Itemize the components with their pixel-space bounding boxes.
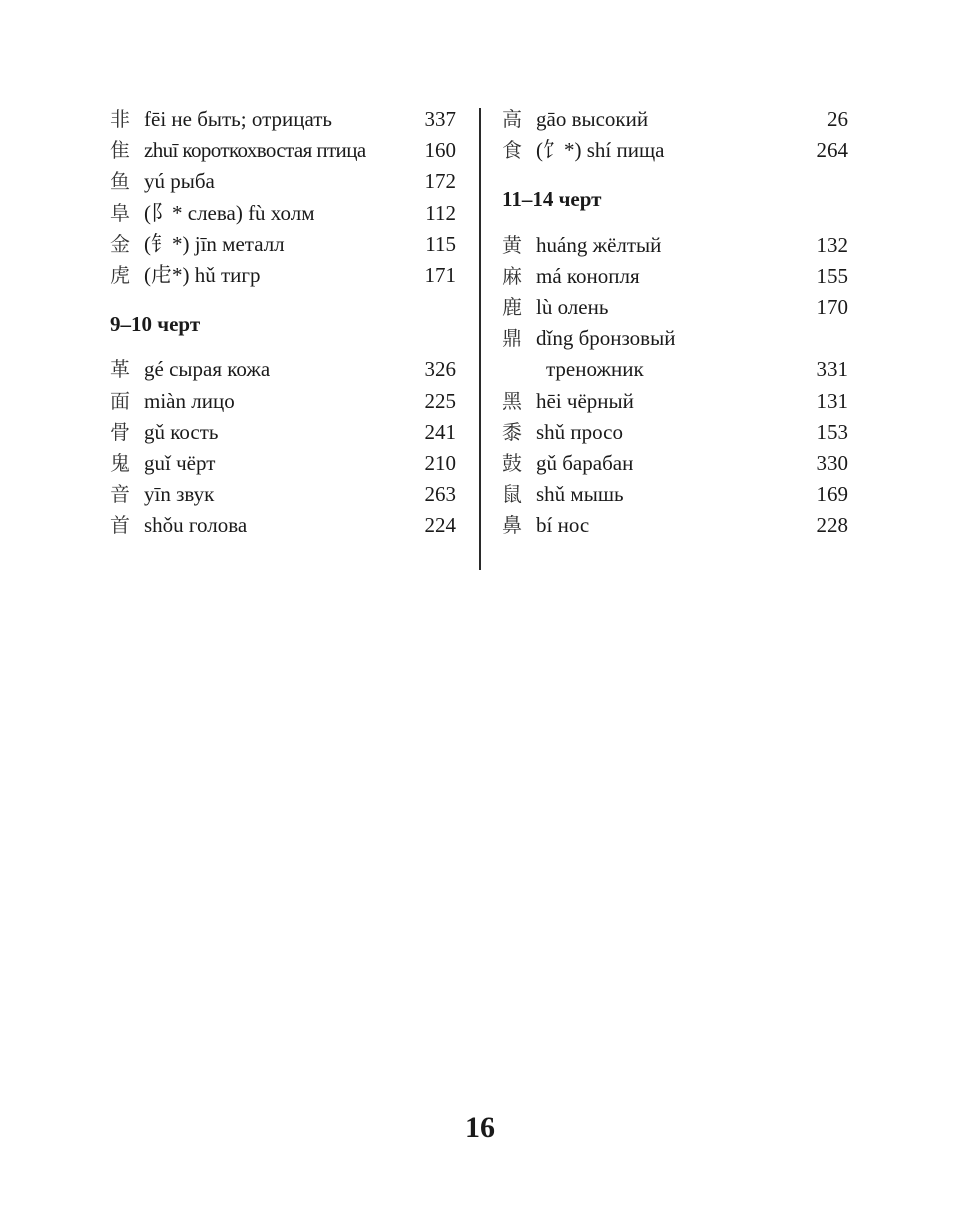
radical-description: (饣*) shí пища (536, 138, 665, 163)
radical-entry (110, 448, 456, 479)
radical-description: треножник (546, 357, 644, 382)
radical-entry (502, 448, 848, 479)
radical-description: lù олень (536, 294, 609, 319)
radical-character: 鼻 (502, 513, 522, 538)
stroke-count-heading: 9–10 черт (110, 312, 201, 337)
radical-description: fēi не быть; отрицать (144, 107, 333, 131)
column-divider (479, 108, 481, 570)
radical-entry (502, 104, 848, 135)
radical-entry (110, 166, 456, 197)
right-column (502, 104, 848, 541)
radical-character: 鹿 (502, 294, 522, 319)
page-reference: 131 (816, 388, 848, 413)
page-reference: 331 (816, 357, 848, 382)
radical-entry-continuation (502, 354, 848, 385)
radical-character: 阜 (110, 200, 130, 225)
radical-character: 食 (502, 138, 522, 163)
stroke-count-heading: 11–14 черт (502, 187, 602, 212)
radical-character: 音 (110, 482, 130, 507)
page-reference: 26 (827, 107, 848, 131)
radical-entry (502, 386, 848, 417)
page-reference: 115 (425, 231, 456, 256)
page-reference: 224 (424, 513, 456, 538)
radical-description: yīn звук (144, 482, 215, 507)
radical-description: shǔ просо (536, 419, 624, 444)
radical-character: 鬼 (110, 450, 130, 475)
radical-description: bí нос (536, 513, 590, 538)
page-reference: 241 (424, 419, 456, 444)
radical-character: 虎 (110, 262, 130, 287)
radical-character: 隹 (110, 138, 130, 163)
page-reference: 337 (424, 107, 456, 131)
radical-entry (502, 479, 848, 510)
page-reference: 169 (816, 482, 848, 507)
page-reference: 160 (424, 138, 456, 163)
page-reference: 264 (816, 138, 848, 163)
radical-entry (110, 386, 456, 417)
page-reference: 171 (424, 262, 456, 287)
page-reference: 153 (816, 419, 848, 444)
page-reference: 112 (425, 200, 456, 225)
radical-description: yú рыба (144, 169, 215, 194)
radical-description: (钅*) jīn металл (144, 231, 285, 256)
radical-entry (502, 292, 848, 323)
radical-character: 非 (110, 107, 130, 131)
radical-description: (阝* слева) fù холм (144, 200, 315, 225)
radical-character: 骨 (110, 419, 130, 444)
radical-entry (502, 261, 848, 292)
radical-character: 黍 (502, 419, 522, 444)
radical-character: 麻 (502, 263, 522, 288)
page-reference: 228 (816, 513, 848, 538)
page-reference: 210 (424, 450, 456, 475)
radical-description: gāo высокий (536, 107, 649, 131)
radical-entry (110, 260, 456, 291)
page-reference: 132 (816, 232, 848, 257)
radical-description: shǔ мышь (536, 482, 624, 507)
radical-character: 鱼 (110, 169, 130, 194)
left-column (110, 104, 456, 541)
radical-character: 革 (110, 357, 130, 382)
radical-character: 鼠 (502, 482, 522, 507)
radical-description: huáng жёлтый (536, 232, 662, 257)
page-number: 16 (465, 1111, 495, 1144)
radical-description: hēi чёрный (536, 388, 634, 413)
radical-description: miàn лицо (144, 388, 235, 413)
radical-character: 鼎 (502, 326, 522, 351)
radical-entry (110, 104, 456, 135)
radical-description: zhuī короткохвостая птица (144, 138, 366, 163)
radical-character: 高 (502, 107, 522, 131)
page-reference: 172 (424, 169, 456, 194)
radical-entry (502, 135, 848, 166)
radical-description: gǔ кость (144, 419, 219, 444)
radical-character: 面 (110, 388, 130, 413)
radical-entry (110, 417, 456, 448)
radical-character: 首 (110, 513, 130, 538)
radical-description: gé сырая кожа (144, 357, 271, 382)
radical-description: dǐng бронзовый (536, 326, 676, 351)
radical-entry (110, 354, 456, 385)
radical-entry (110, 510, 456, 541)
page-reference: 326 (424, 357, 456, 382)
page-reference: 225 (424, 388, 456, 413)
radical-description: shǒu голова (144, 513, 248, 538)
radical-entry (502, 417, 848, 448)
radical-description: guǐ чёрт (144, 450, 216, 475)
page-reference: 155 (816, 263, 848, 288)
page-reference: 330 (816, 450, 848, 475)
radical-entry (110, 135, 456, 166)
radical-description: má конопля (536, 263, 640, 288)
radical-description: gǔ барабан (536, 450, 634, 475)
radical-character: 黄 (502, 232, 522, 257)
radical-character: 鼓 (502, 450, 522, 475)
radical-entry (110, 229, 456, 260)
page-reference: 263 (424, 482, 456, 507)
radical-entry (502, 323, 848, 354)
radical-entry (502, 510, 848, 541)
radical-character: 黑 (502, 388, 522, 413)
radical-entry (502, 230, 848, 261)
page-reference: 170 (816, 294, 848, 319)
radical-description: (虍*) hǔ тигр (144, 262, 261, 287)
radical-entry (110, 198, 456, 229)
radical-character: 金 (110, 231, 130, 256)
radical-entry (110, 479, 456, 510)
